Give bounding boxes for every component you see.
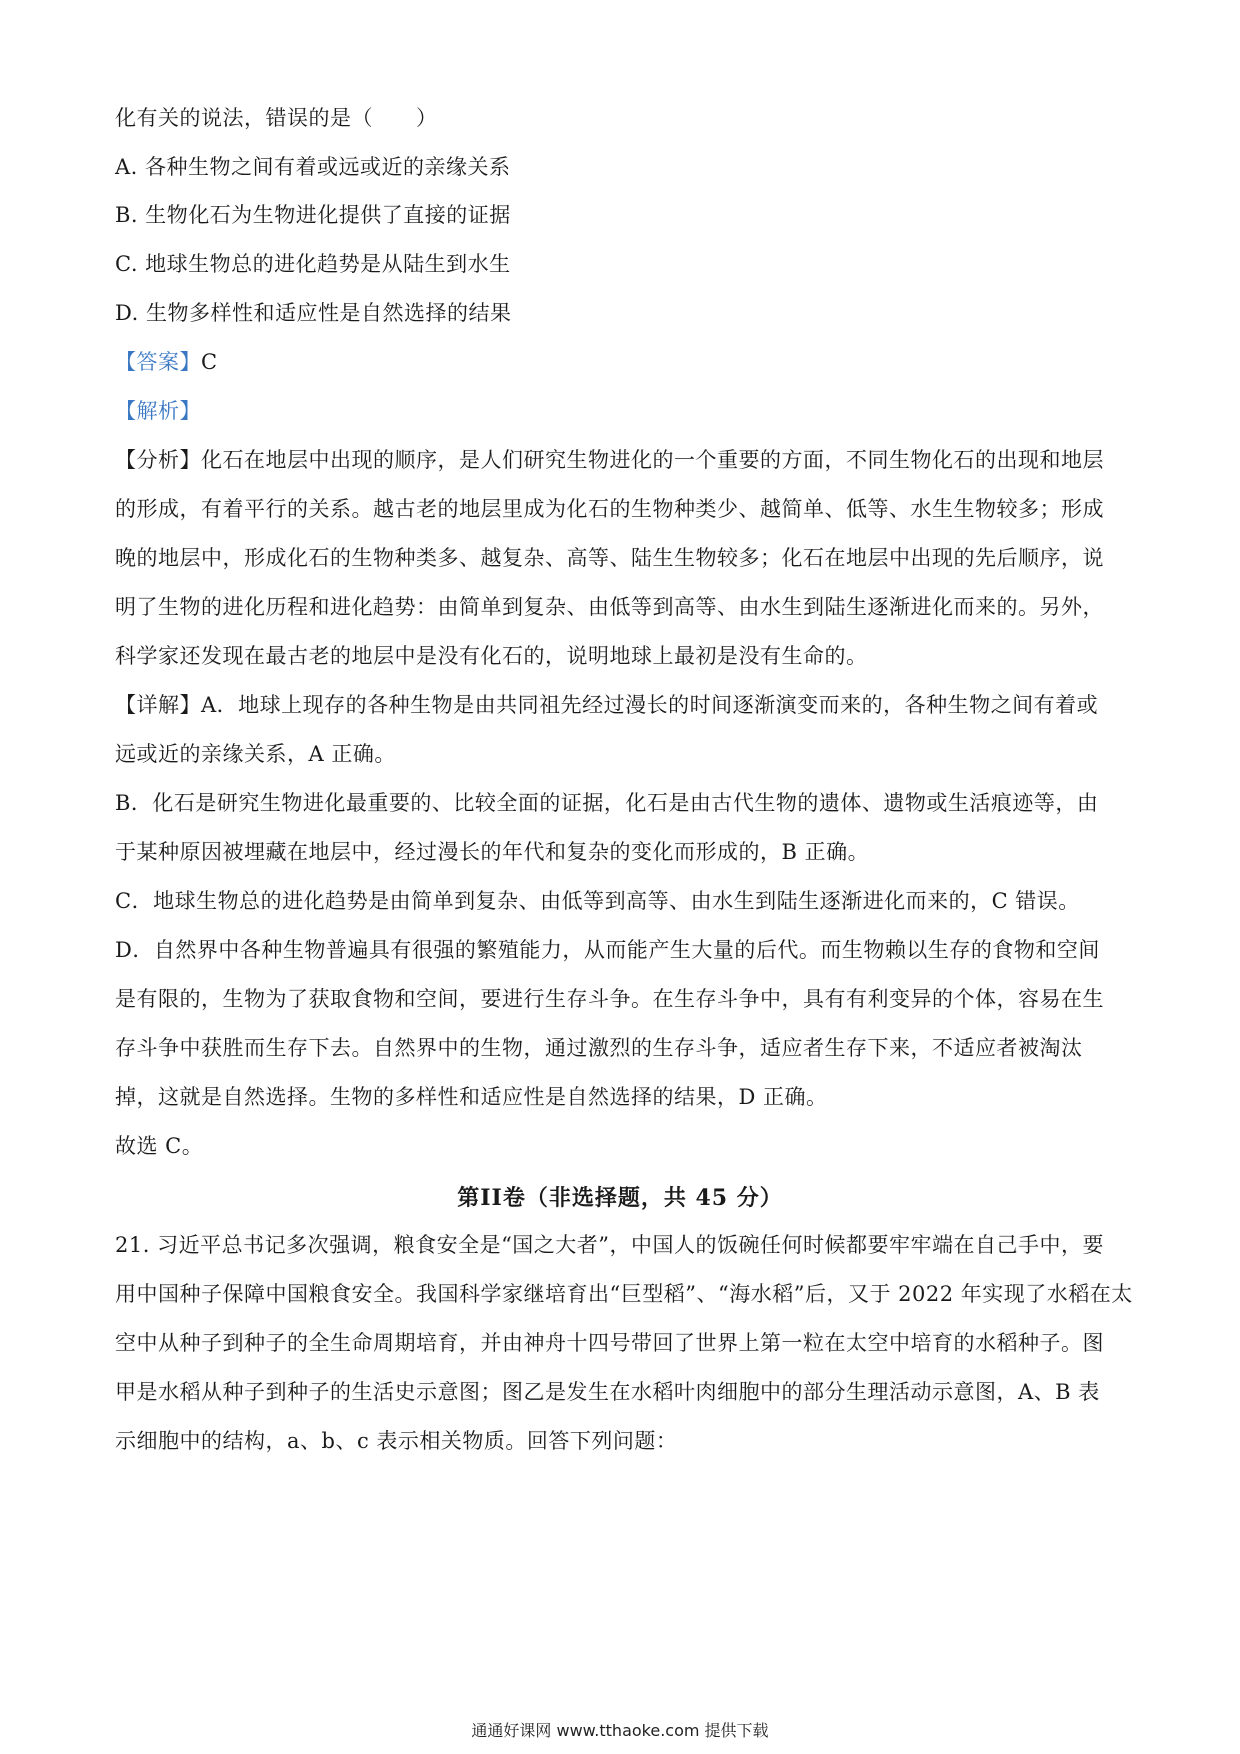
q21-line-2: 用中国种子保障中国粮食安全。我国科学家继培育出“巨型稻”、“海水稻”后，又于 2022 年实现了水稻在太 [115, 1282, 1133, 1306]
q21-line-3: 空中从种子到种子的全生命周期培育，并由神舟十四号带回了世界上第一粒在太空中培育的水稻种子。图 [115, 1331, 1104, 1355]
fenxi-line-5: 科学家还发现在最古老的地层中是没有化石的，说明地球上最初是没有生命的。 [115, 644, 868, 668]
xiangjie-line-3: B．化石是研究生物进化最重要的、比较全面的证据，化石是由古代生物的遗体、遗物或生活痕迹等，由 [115, 791, 1099, 815]
xiangjie-line-5: C．地球生物总的进化趋势是由简单到复杂、由低等到高等、由水生到陆生逐渐进化而来的，C 错误。 [115, 889, 1080, 913]
xiangjie-line-2: 远或近的亲缘关系，A 正确。 [115, 742, 396, 766]
option-c: C. 地球生物总的进化趋势是从陆生到水生 [115, 252, 511, 276]
option-d: D. 生物多样性和适应性是自然选择的结果 [115, 301, 512, 325]
answer-line [115, 347, 218, 377]
xiangjie-line-7: 是有限的，生物为了获取食物和空间，要进行生存斗争。在生存斗争中，具有有利变异的个体，容易在生 [115, 987, 1104, 1011]
answer-value: C [201, 350, 218, 374]
fenxi-line-1 [115, 445, 1104, 475]
q21-line-1: 21. 习近平总书记多次强调，粮食安全是“国之大者”，中国人的饭碗任何时候都要牢牢端在自己手中，要 [115, 1233, 1105, 1257]
xiangjie-line-4: 于某种原因被埋藏在地层中，经过漫长的年代和复杂的变化而形成的，B 正确。 [115, 840, 870, 864]
option-a: A. 各种生物之间有着或远或近的亲缘关系 [115, 155, 511, 179]
fenxi-line-3: 晚的地层中，形成化石的生物种类多、越复杂、高等、陆生生物较多；化石在地层中出现的先后顺序，说 [115, 546, 1104, 570]
xiangjie-line-10: 故选 C。 [115, 1134, 204, 1158]
xiangjie-line-9: 掉，这就是自然选择。生物的多样性和适应性是自然选择的结果，D 正确。 [115, 1085, 828, 1109]
analysis-tag: 【解析】 [115, 399, 201, 423]
page-footer: 通通好课网 www.tthaoke.com 提供下载 [471, 1721, 769, 1740]
xiangjie-line-1 [115, 690, 1098, 720]
option-b: B. 生物化石为生物进化提供了直接的证据 [115, 203, 511, 227]
q21-line-4: 甲是水稻从种子到种子的生活史示意图；图乙是发生在水稻叶肉细胞中的部分生理活动示意图，A、B 表 [115, 1380, 1100, 1404]
answer-tag: 【答案】 [115, 350, 201, 374]
xiangjie-text-1: A．地球上现存的各种生物是由共同祖先经过漫长的时间逐渐演变而来的，各种生物之间有着或 [201, 693, 1099, 717]
xiangjie-line-6: D．自然界中各种生物普遍具有很强的繁殖能力，从而能产生大量的后代。而生物赖以生存的食物和空间 [115, 938, 1100, 962]
fenxi-text-1: 化石在地层中出现的顺序，是人们研究生物进化的一个重要的方面，不同生物化石的出现和地层 [201, 448, 1104, 472]
q21-line-5: 示细胞中的结构，a、b、c 表示相关物质。回答下列问题： [115, 1429, 678, 1453]
analysis-tag-line [115, 396, 201, 426]
fenxi-line-2: 的形成，有着平行的关系。越古老的地层里成为化石的生物种类少、越简单、低等、水生生物较多；形成 [115, 497, 1104, 521]
question-stem: 化有关的说法，错误的是（ ） [115, 106, 438, 130]
xiangjie-line-8: 存斗争中获胜而生存下去。自然界中的生物，通过激烈的生存斗争，适应者生存下来，不适应者被淘汰 [115, 1036, 1083, 1060]
xiangjie-tag: 【详解】 [115, 693, 201, 717]
section-title: 第II卷（非选择题，共 45 分） [457, 1185, 783, 1211]
fenxi-line-4: 明了生物的进化历程和进化趋势：由简单到复杂、由低等到高等、由水生到陆生逐渐进化而来的。另外， [115, 595, 1104, 619]
fenxi-tag: 【分析】 [115, 448, 201, 472]
